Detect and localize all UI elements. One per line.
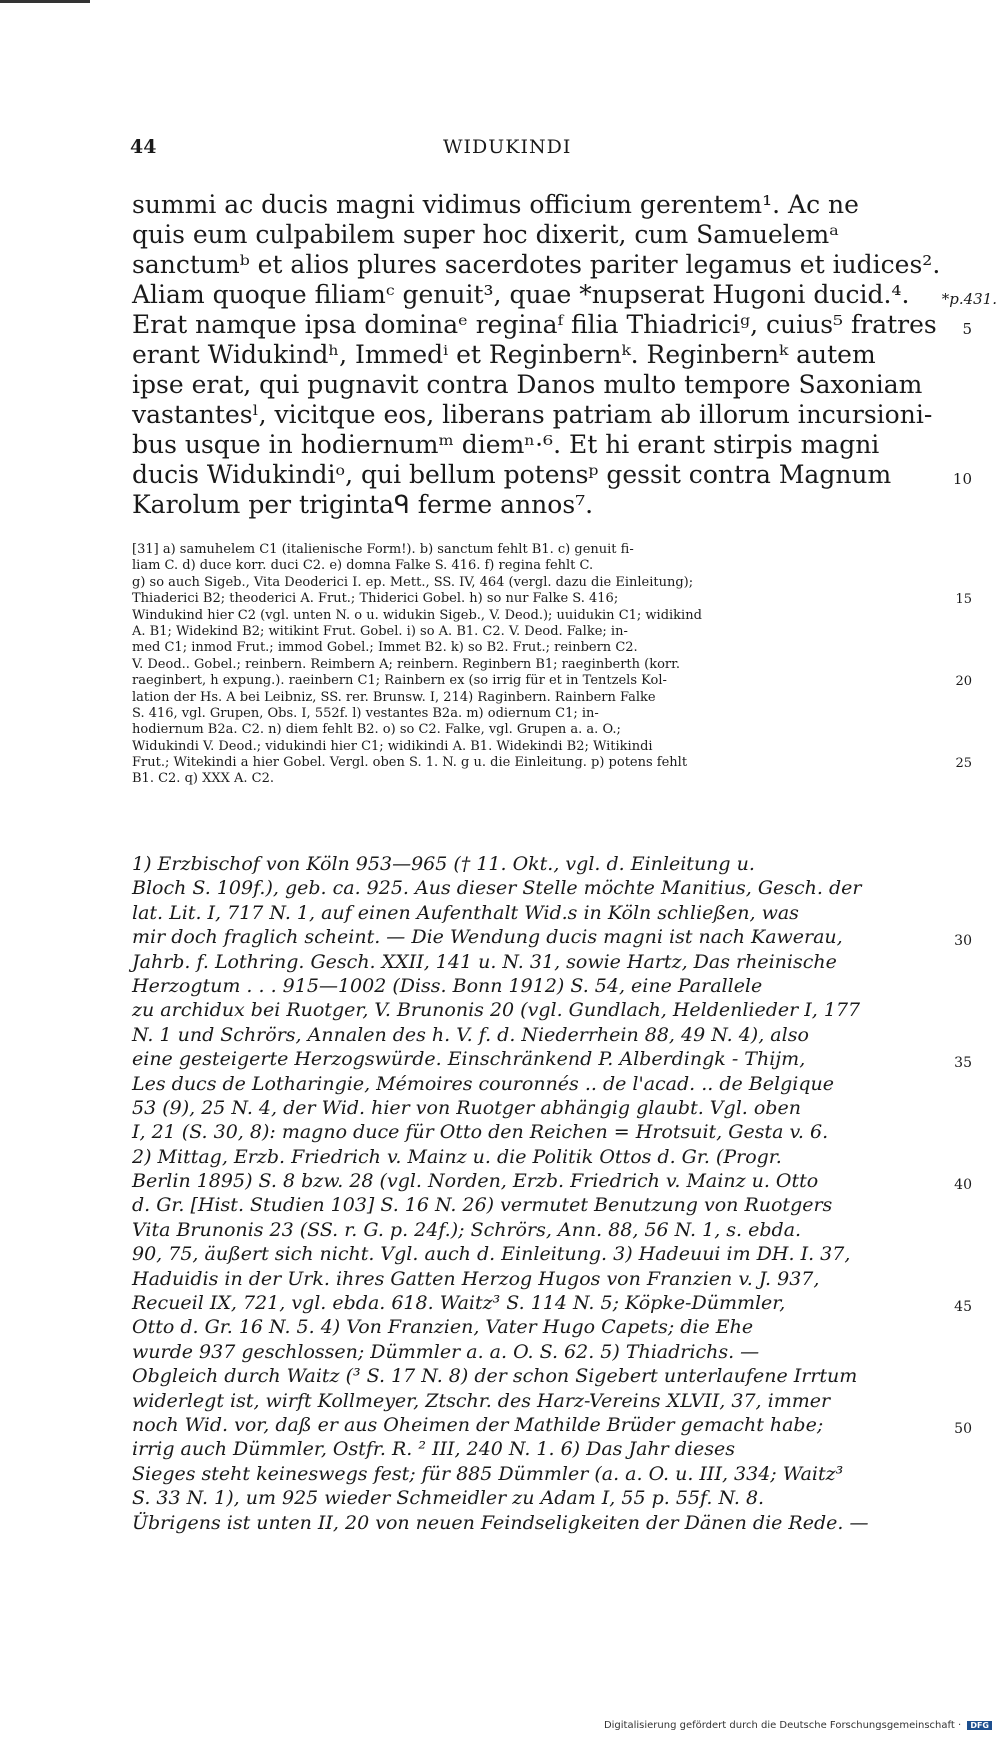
footnote-line-text: 2) Mittag, Erzb. Friedrich v. Mainz u. die Politik Ottos d. Gr. (Progr.: [132, 1145, 782, 1168]
apparatus-line-text: Frut.; Witekindi a hier Gobel. Vergl. oben S. 1. N. g u. die Einleitung. p) potens fehlt: [132, 755, 688, 771]
line-number: 20: [955, 674, 972, 690]
apparatus-line-text: S. 416, vgl. Grupen, Obs. I, 552f. l) vestantes B2a. m) odiernum C1; in-: [132, 705, 599, 721]
footnote-line: [132, 1218, 922, 1242]
apparatus-line: [132, 771, 922, 787]
footnote-line-text: wurde 937 geschlossen; Dümmler a. a. O. S. 62. 5) Thiadrichs. —: [132, 1340, 760, 1363]
apparatus-line: [132, 624, 922, 640]
footnote-line-text: irrig auch Dümmler, Ostfr. R. ² III, 240 N. 1. 6) Das Jahr dieses: [132, 1438, 735, 1461]
footnote-line-text: Sieges steht keineswegs fest; für 885 Dümmler (a. a. O. u. III, 334; Waitz³: [132, 1462, 844, 1485]
apparatus-line: [132, 608, 922, 624]
footnote-line-text: I, 21 (S. 30, 8): magno duce für Otto den Reichen = Hrotsuit, Gesta v. 6.: [132, 1121, 829, 1144]
apparatus-line: [132, 657, 922, 673]
main-text-line: [132, 190, 922, 220]
apparatus-line-text: Thiaderici B2; theoderici A. Frut.; Thiderici Gobel. h) so nur Falke S. 416;: [132, 591, 619, 607]
main-text-line-text: Aliam quoque filiamᶜ genuit³, quae *nupserat Hugoni ducid.⁴.: [132, 280, 910, 309]
footnote-line-text: Haduidis in der Urk. ihres Gatten Herzog Hugos von Franzien v. J. 937,: [132, 1267, 820, 1290]
footnote-line: [132, 1072, 922, 1096]
main-text-line-text: erant Widukindʰ, Immedⁱ et Reginbernᵏ. Reginbernᵏ autem: [132, 340, 876, 369]
line-number: 5: [962, 320, 972, 338]
footnote-line-text: mir doch fraglich scheint. — Die Wendung ducis magni ist nach Kawerau,: [132, 926, 843, 949]
main-text-line: [132, 370, 922, 400]
footnote-line-text: widerlegt ist, wirft Kollmeyer, Ztschr. des Harz-Vereins XLVII, 37, immer: [132, 1389, 831, 1412]
line-number: 10: [952, 470, 972, 488]
footnote-line-text: Herzogtum . . . 915—1002 (Diss. Bonn 1912) S. 54, eine Parallele: [132, 974, 763, 997]
footnote-line-text: d. Gr. [Hist. Studien 103] S. 16 N. 26) vermutet Benutzung von Ruotgers: [132, 1194, 833, 1217]
dfg-logo: DFG: [967, 1721, 992, 1730]
main-text: [132, 190, 997, 520]
apparatus-line-text: g) so auch Sigeb., Vita Deoderici I. ep. Mett., SS. IV, 464 (vergl. dazu die Einleitung);: [132, 574, 694, 590]
apparatus-line-text: raeginbert, h expung.). raeinbern C1; Rainbern ex (so irrig für et in Tentzels Kol-: [132, 673, 667, 689]
apparatus-line-text: lation der Hs. A bei Leibniz, SS. rer. Brunsw. I, 214) Raginbern. Rainbern Falke: [132, 689, 656, 705]
footnote-line: [132, 1047, 972, 1072]
footnote-line-text: Bloch S. 109f.), geb. ca. 925. Aus dieser Stelle möchte Manitius, Gesch. der: [132, 877, 862, 900]
footnote-line: [132, 1389, 922, 1413]
footnote-line-text: zu archidux bei Ruotger, V. Brunonis 20 (vgl. Gundlach, Heldenlieder I, 177: [132, 999, 861, 1022]
apparatus-line: [132, 542, 922, 558]
apparatus-line-text: V. Deod.. Gobel.; reinbern. Reimbern A; reinbern. Reginbern B1; raeginberth (korr.: [132, 656, 681, 672]
apparatus-line: [132, 558, 922, 574]
footnote-line-text: Recueil IX, 721, vgl. ebda. 618. Waitz³ S. 114 N. 5; Köpke-Dümmler,: [132, 1292, 786, 1315]
top-rule: [0, 0, 90, 3]
footnote-line: [132, 998, 922, 1022]
footnote-line: [132, 1242, 922, 1266]
critical-apparatus: [132, 542, 972, 788]
main-text-line: [132, 280, 997, 310]
apparatus-line: [132, 690, 922, 706]
main-text-line-text: vastantesˡ, vicitque eos, liberans patriam ab illorum incursioni-: [132, 400, 933, 429]
footnote-line: [132, 925, 972, 950]
line-number: 25: [955, 756, 972, 772]
footnote-line: [132, 950, 922, 974]
line-number: 15: [955, 592, 972, 608]
line-number: 35: [954, 1055, 972, 1072]
running-head: WIDUKINDI: [443, 136, 572, 158]
footnote-line: [132, 901, 922, 925]
footnote-line-text: lat. Lit. I, 717 N. 1, auf einen Aufenthalt Wid.s in Köln schließen, was: [132, 901, 799, 924]
apparatus-line: [132, 575, 922, 591]
footnote-line: [132, 1486, 922, 1510]
apparatus-line: [132, 739, 922, 755]
footnote-line-text: Obgleich durch Waitz (³ S. 17 N. 8) der schon Sigebert unterlaufene Irrtum: [132, 1365, 858, 1388]
main-text-line-text: bus usque in hodiernumᵐ diemⁿ·⁶. Et hi erant stirpis magni: [132, 430, 880, 459]
footnote-line: [132, 876, 922, 900]
footnote-line: [132, 1267, 922, 1291]
apparatus-line-text: hodiernum B2a. C2. n) diem fehlt B2. o) so C2. Falke, vgl. Grupen a. a. O.;: [132, 722, 621, 738]
footnote-line-text: Jahrb. f. Lothring. Gesch. XXII, 141 u. N. 31, sowie Hartz, Das rheinische: [132, 950, 837, 973]
apparatus-line-text: B1. C2. q) XXX A. C2.: [132, 771, 274, 787]
main-text-line: [132, 250, 941, 280]
apparatus-line-text: liam C. d) duce korr. duci C2. e) domna Falke S. 416. f) regina fehlt C.: [132, 558, 594, 574]
margin-page-reference: *p.431.: [941, 290, 997, 308]
main-text-line: [132, 340, 922, 370]
footnote-line-text: N. 1 und Schrörs, Annalen des h. V. f. d. Niederrhein 88, 49 N. 4), also: [132, 1023, 809, 1046]
footnote-line: [132, 1413, 972, 1437]
footnote-line-text: Berlin 1895) S. 8 bzw. 28 (vgl. Norden, Erzb. Friedrich v. Mainz u. Otto: [132, 1170, 819, 1193]
line-number: 45: [954, 1299, 972, 1316]
main-text-line: [132, 310, 972, 340]
footnote-line: [132, 1462, 922, 1486]
footnote-line: [132, 1315, 922, 1339]
line-number: 40: [954, 1177, 972, 1194]
footer: [604, 1720, 992, 1731]
apparatus-line-text: A. B1; Widekind B2; witikint Frut. Gobel. i) so A. B1. C2. V. Deod. Falke; in-: [132, 623, 628, 639]
main-text-line: [132, 220, 922, 250]
footnote-line: [132, 1511, 922, 1535]
footnote-line: [132, 1145, 922, 1169]
footnote-line: [132, 1023, 922, 1047]
footnote-line-text: Übrigens ist unten II, 20 von neuen Feindseligkeiten der Dänen die Rede. —: [132, 1511, 869, 1534]
apparatus-line: [132, 755, 972, 772]
footnote-line: [132, 1291, 972, 1316]
footnote-line-text: 53 (9), 25 N. 4, der Wid. hier von Ruotger abhängig glaubt. Vgl. oben: [132, 1096, 801, 1119]
apparatus-line-text: [31] a) samuhelem C1 (italienische Form!). b) sanctum fehlt B1. c) genuit fi-: [132, 542, 634, 557]
footnote-line: [132, 1340, 922, 1364]
digitization-credit: Digitalisierung gefördert durch die Deutsche Forschungsgemeinschaft ·: [603, 1720, 962, 1731]
footnote-line: [132, 852, 922, 876]
footnote-line-text: Otto d. Gr. 16 N. 5. 4) Von Franzien, Vater Hugo Capets; die Ehe: [132, 1316, 754, 1339]
main-text-line-text: quis eum culpabilem super hoc dixerit, cum Samuelemᵃ: [132, 220, 839, 249]
footnote-line: [132, 1169, 972, 1194]
apparatus-line: [132, 722, 922, 738]
page-number: 44: [130, 136, 157, 158]
main-text-line: [132, 430, 922, 460]
line-number: 50: [954, 1420, 972, 1437]
footnote-line: [132, 1193, 922, 1217]
footnote-line-text: noch Wid. vor, daß er aus Oheimen der Mathilde Brüder gemacht habe;: [132, 1413, 824, 1436]
main-text-line-text: ducis Widukindiᵒ, qui bellum potensᵖ gessit contra Magnum: [132, 460, 892, 489]
main-text-line: [132, 490, 922, 520]
apparatus-line: [132, 706, 922, 722]
page-header: [130, 136, 950, 164]
main-text-line-text: ipse erat, qui pugnavit contra Danos multo tempore Saxoniam: [132, 370, 923, 399]
footnote-line: [132, 1437, 922, 1461]
footnote-line-text: 1) Erzbischof von Köln 953—965 († 11. Okt., vgl. d. Einleitung u.: [132, 853, 755, 875]
apparatus-line: [132, 673, 972, 690]
footnote-line-text: eine gesteigerte Herzogswürde. Einschränkend P. Alberdingk - Thijm,: [132, 1048, 806, 1071]
footnote-line: [132, 1120, 922, 1144]
main-text-line: [132, 400, 933, 430]
footnote-line: [132, 1096, 922, 1120]
line-number: 30: [954, 933, 972, 950]
apparatus-line: [132, 640, 922, 656]
main-text-line: [132, 460, 972, 490]
footnote-line-text: 90, 75, äußert sich nicht. Vgl. auch d. Einleitung. 3) Hadeuui im DH. I. 37,: [132, 1243, 851, 1266]
main-text-line-text: summi ac ducis magni vidimus officium gerentem¹. Ac ne: [132, 190, 859, 219]
footnote-line: [132, 1364, 922, 1388]
footnotes: [132, 852, 972, 1535]
main-text-line-text: sanctumᵇ et alios plures sacerdotes pariter legamus et iudices².: [132, 250, 941, 279]
main-text-line-text: Erat namque ipsa dominaᵉ reginaᶠ filia Thiadriciᵍ, cuius⁵ fratres: [132, 310, 937, 339]
main-text-line-text: Karolum per trigintaᑫ ferme annos⁷.: [132, 490, 594, 519]
footnote-line-text: Vita Brunonis 23 (SS. r. G. p. 24f.); Schrörs, Ann. 88, 56 N. 1, s. ebda.: [132, 1218, 802, 1241]
footnote-line-text: Les ducs de Lotharingie, Mémoires couronnés .. de l'acad. .. de Belgique: [132, 1072, 834, 1095]
apparatus-line-text: Widukindi V. Deod.; vidukindi hier C1; widikindi A. B1. Widekindi B2; Witikindi: [132, 738, 653, 754]
footnote-line: [132, 974, 922, 998]
apparatus-line-text: Windukind hier C2 (vgl. unten N. o u. widukin Sigeb., V. Deod.); uuidukin C1; widikind: [132, 607, 702, 623]
footnote-line-text: S. 33 N. 1), um 925 wieder Schmeidler zu Adam I, 55 p. 55f. N. 8.: [132, 1487, 765, 1510]
apparatus-line-text: med C1; inmod Frut.; immod Gobel.; Immet B2. k) so B2. Frut.; reinbern C2.: [132, 640, 638, 656]
apparatus-line: [132, 591, 972, 608]
